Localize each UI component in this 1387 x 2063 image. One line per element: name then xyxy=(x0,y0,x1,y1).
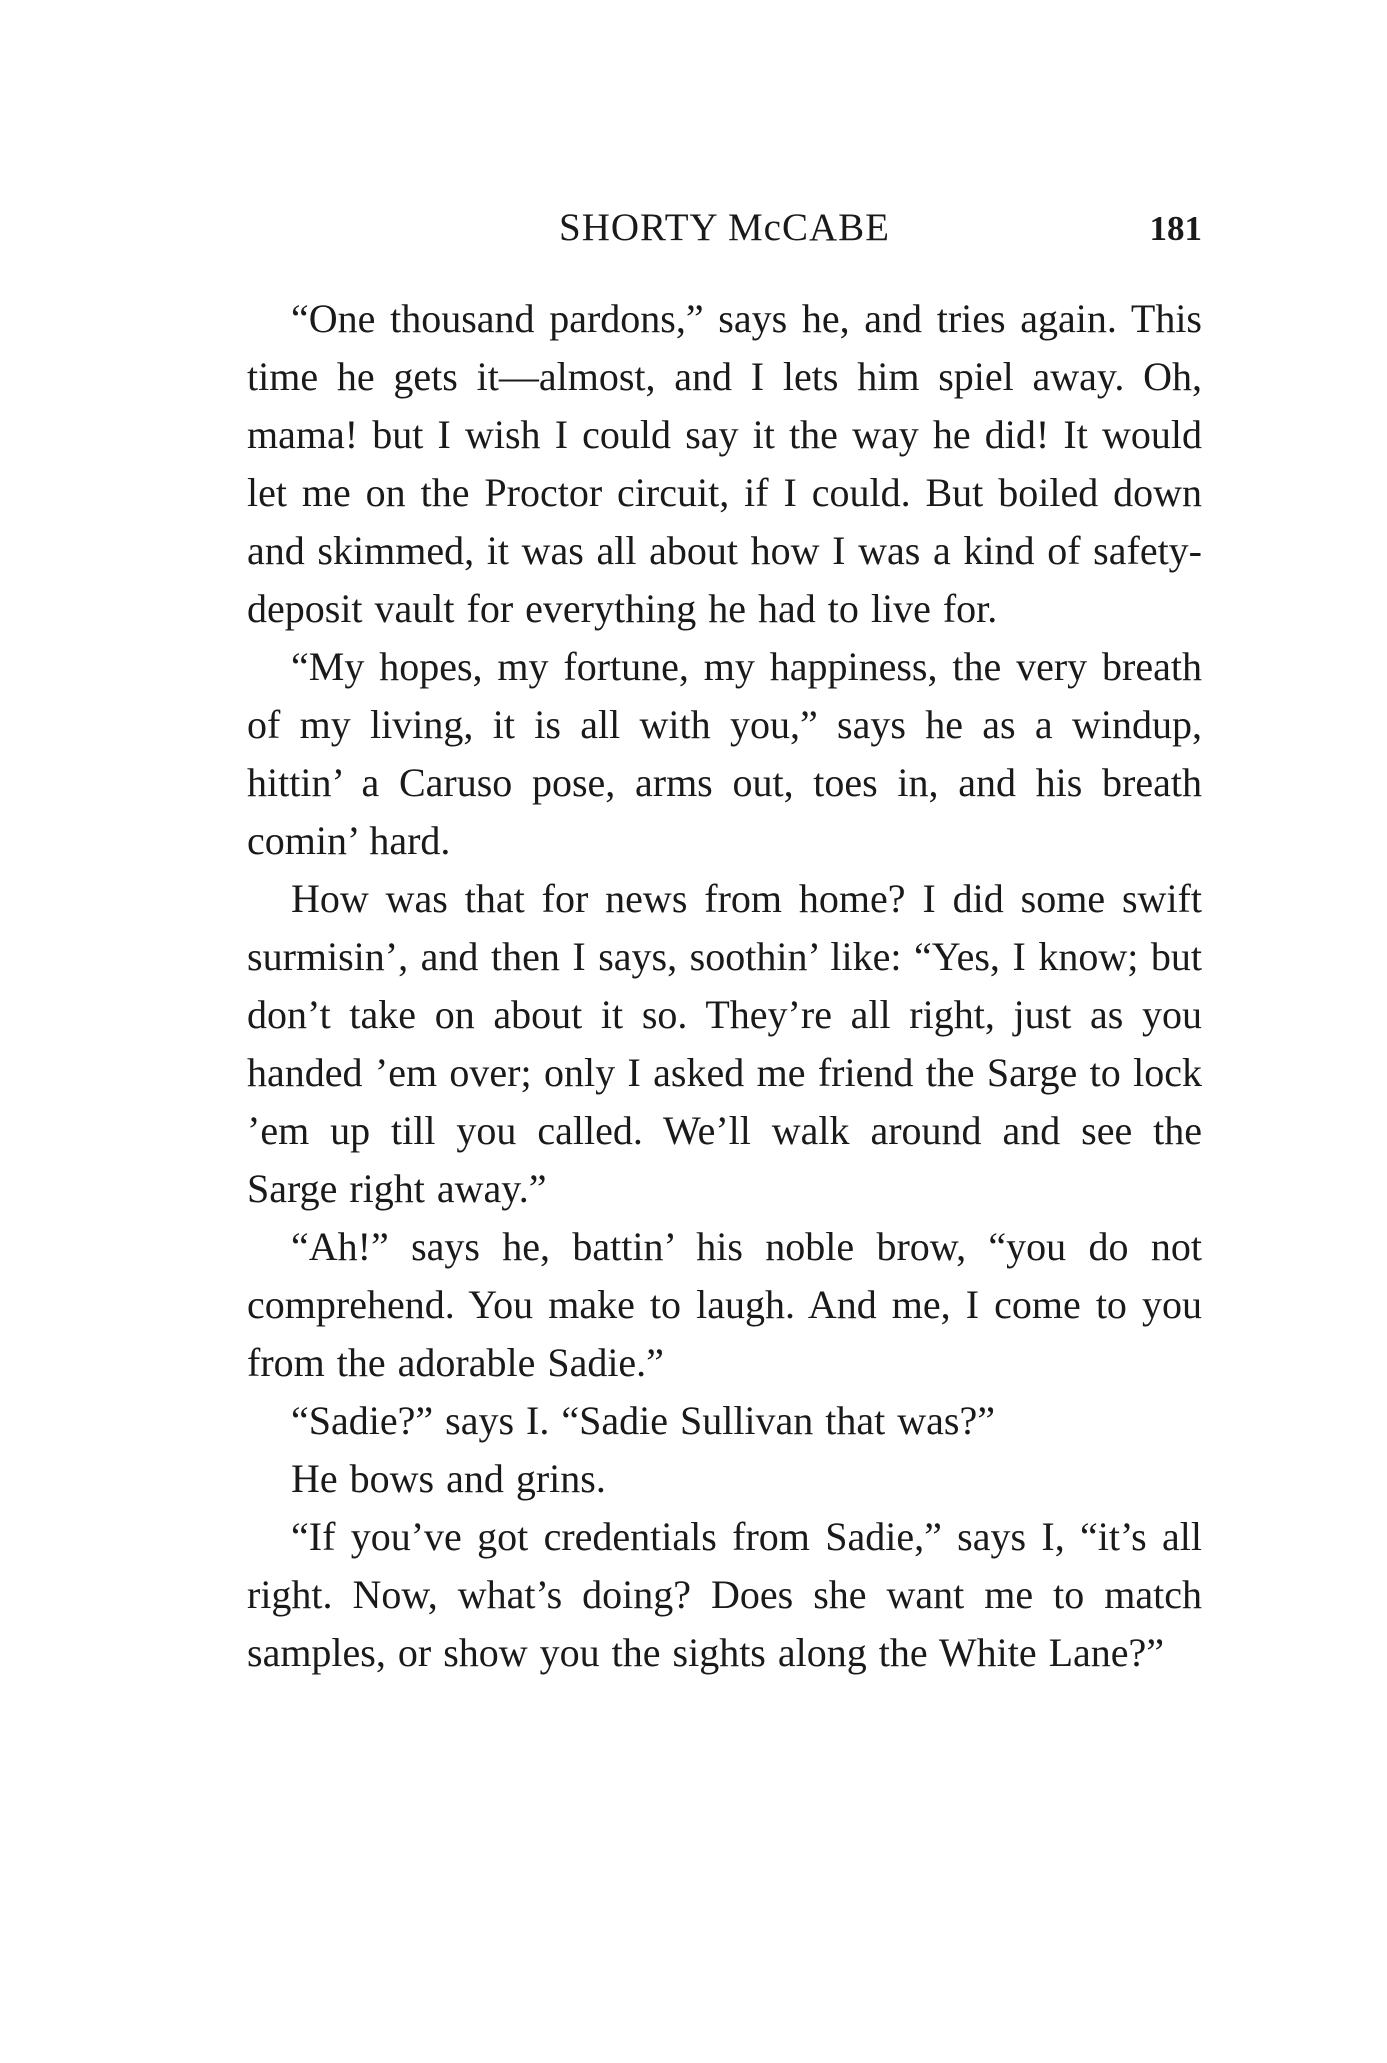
paragraph: “My hopes, my fortune, my happiness, the very breath of my living, it is all with you,” says he as a windup, hittin’ a Caruso pose, arms out, toes in, and his breath comin’ hard. xyxy=(247,644,1202,863)
page-number: 181 xyxy=(1149,209,1202,248)
paragraph: He bows and grins. xyxy=(291,1456,606,1501)
paragraph: How was that for news from home? I did some swift surmisin’, and then I says, soothin’ like: “Yes, I know; but don’t take on about it so. They’re all right, just as you handed ’em over; only I asked me friend the Sarge to lock ’em up till you called. We’ll walk around and see the Sarge right away.” xyxy=(247,876,1202,1211)
running-head xyxy=(247,205,1202,265)
body-text xyxy=(247,290,1202,1682)
paragraph: “Ah!” says he, battin’ his noble brow, “you do not comprehend. You make to laugh. And me, I come to you from the adorable Sadie.” xyxy=(247,1224,1202,1385)
paragraph: “One thousand pardons,” says he, and tries again. This time he gets it—almost, and I lets him spiel away. Oh, mama! but I wish I could say it the way he did! It would let me on the Proctor circuit, if I could. But boiled down and skimmed, it was all about how I was a kind of safety-deposit vault for everything he had to live for. xyxy=(247,296,1202,631)
running-title: SHORTY McCABE xyxy=(559,206,890,249)
paragraph: “If you’ve got credentials from Sadie,” says I, “it’s all right. Now, what’s doing? Does she want me to match samples, or show you the sights along the White Lane?” xyxy=(247,1514,1202,1675)
paragraph: “Sadie?” says I. “Sadie Sullivan that was?” xyxy=(291,1398,995,1443)
